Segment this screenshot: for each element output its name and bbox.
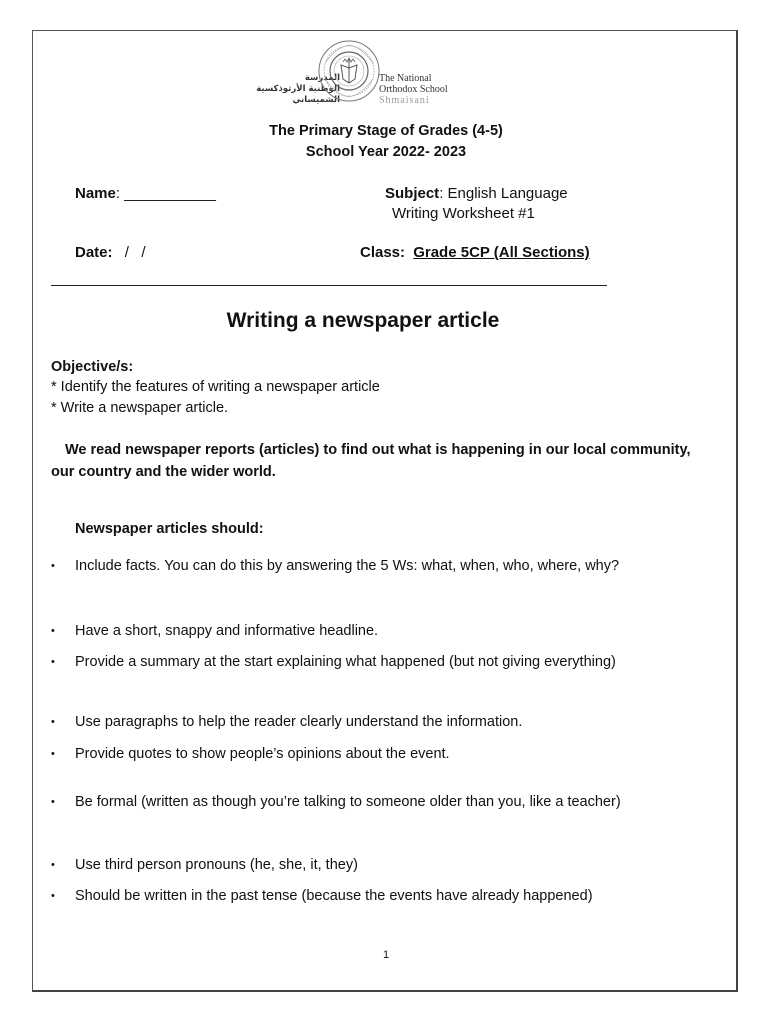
school-english-name: The National Orthodox School Shmaisani (379, 73, 448, 106)
school-arabic-name: المدرسة الوطنية الأرثوذكسية الشميساني (256, 73, 340, 105)
school-seal-logo (317, 39, 381, 103)
bullet-icon: • (51, 796, 55, 808)
name-blank: : ___________ (115, 185, 216, 202)
name-field (75, 185, 216, 202)
class-value: Grade 5CP (All Sections) (413, 244, 590, 261)
worksheet-page: المدرسة الوطنية الأرثوذكسية الشميساني The National Orthodox School Shmaisani The Primary Stage of Grades (4-5) School Year 2022- 2023 Name: ___________ Subject: English Language Writing Worksheet #1 Date: / / Class: Grade 5CP (All Sections) Writing a newspaper article Objective/s: * Identify the features of writing a newspaper article * Write a newspaper article. We read newspaper reports (articles) to find out what is happening in our local community, our country and the wider world. Newspaper articles should: • Include facts. You can do this by answering the 5 Ws: what, when, who, where, why? • Have a short, snappy and informative headline. • Provide a summary at the start explaining what happened (but not giving everything) • Use paragraphs to help the reader clearly understand the information. • Provide quotes to show people’s opinions about the event. • Be formal (written as though you’re talking to someone older than you, like a teacher) • Use third person pronouns (he, she, it, they) • Should be written in the past tense (because the events have already happened) 1 (32, 30, 738, 992)
bullet-icon: • (51, 859, 55, 871)
subject-value: : English Language (439, 185, 568, 202)
worksheet-number: Writing Worksheet #1 (392, 205, 535, 222)
school-year: School Year 2022- 2023 (305, 144, 467, 160)
name-label: Name (75, 185, 116, 202)
date-label: Date: (75, 244, 113, 261)
header-divider (51, 285, 607, 286)
class-field (360, 244, 590, 261)
articles-heading: Newspaper articles should: (75, 521, 264, 537)
stage-heading: The Primary Stage of Grades (4-5) (269, 123, 503, 139)
objectives-heading: Objective/s: (51, 359, 134, 375)
bullet-icon: • (51, 656, 55, 668)
page-number: 1 (382, 949, 390, 961)
objective-item: * Identify the features of writing a newspaper article (51, 379, 380, 395)
date-field (75, 244, 146, 261)
bullet-icon: • (51, 748, 55, 760)
subject-label: Subject (385, 185, 440, 202)
bullet-icon: • (51, 625, 55, 637)
objective-item: * Write a newspaper article. (51, 400, 229, 416)
worksheet-title: Writing a newspaper article (226, 309, 500, 332)
intro-paragraph: We read newspaper reports (articles) to find out what is happening in our local community, our country and the wider world. (51, 442, 691, 480)
bullet-icon: • (51, 890, 55, 902)
subject-field (385, 185, 568, 202)
bullet-icon: • (51, 560, 55, 572)
class-label: Class: (360, 244, 406, 261)
date-blank: / / (124, 244, 146, 261)
bullet-icon: • (51, 716, 55, 728)
